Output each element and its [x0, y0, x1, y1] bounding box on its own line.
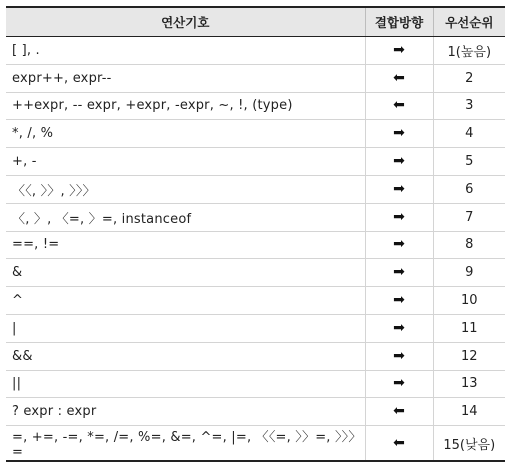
header-priority: 우선순위	[433, 7, 505, 37]
right-arrow-icon: ➡	[393, 319, 405, 336]
table-row	[6, 64, 505, 92]
right-arrow-icon: ➡	[393, 236, 405, 253]
priority-cell: 13	[433, 370, 505, 398]
right-arrow-icon: ➡	[393, 347, 405, 364]
table-row	[6, 259, 505, 287]
table-row	[6, 120, 505, 148]
table-row	[6, 370, 505, 398]
operator-cell: 〈〈, 〉〉, 〉〉〉	[6, 175, 365, 203]
operator-cell: ==, !=	[6, 231, 365, 259]
operator-cell: =, +=, -=, *=, /=, %=, &=, ^=, |=, 〈〈=, 〉〉=, 〉〉〉=	[6, 426, 365, 462]
direction-cell	[365, 259, 433, 287]
table-row	[6, 37, 505, 65]
right-arrow-icon: ➡	[393, 264, 405, 281]
right-arrow-icon: ➡	[393, 180, 405, 197]
priority-cell: 12	[433, 342, 505, 370]
priority-cell: 3	[433, 92, 505, 120]
left-arrow-icon: ⬅	[393, 434, 405, 451]
priority-cell: 10	[433, 287, 505, 315]
priority-cell: 6	[433, 175, 505, 203]
table-row	[6, 92, 505, 120]
direction-cell	[365, 148, 433, 176]
direction-cell	[365, 398, 433, 426]
operator-cell: |	[6, 314, 365, 342]
direction-cell	[365, 314, 433, 342]
direction-cell	[365, 370, 433, 398]
direction-cell	[365, 92, 433, 120]
direction-cell	[365, 231, 433, 259]
left-arrow-icon: ⬅	[393, 69, 405, 86]
operator-cell: [ ], .	[6, 37, 365, 65]
priority-cell: 2	[433, 64, 505, 92]
table-row	[6, 231, 505, 259]
priority-cell: 4	[433, 120, 505, 148]
operator-cell: 〈, 〉, 〈=, 〉=, instanceof	[6, 203, 365, 231]
priority-cell: 11	[433, 314, 505, 342]
right-arrow-icon: ➡	[393, 292, 405, 309]
header-operator: 연산기호	[6, 7, 365, 37]
operator-cell: &	[6, 259, 365, 287]
table-row	[6, 287, 505, 315]
priority-cell: 5	[433, 148, 505, 176]
left-arrow-icon: ⬅	[393, 97, 405, 114]
direction-cell	[365, 37, 433, 65]
left-arrow-icon: ⬅	[393, 403, 405, 420]
operator-cell: expr++, expr--	[6, 64, 365, 92]
right-arrow-icon: ➡	[393, 375, 405, 392]
operator-precedence-table	[6, 6, 505, 462]
direction-cell	[365, 342, 433, 370]
table-header-row	[6, 7, 505, 37]
operator-cell: ++expr, -- expr, +expr, -expr, ~, !, (type)	[6, 92, 365, 120]
direction-cell	[365, 120, 433, 148]
operator-cell: &&	[6, 342, 365, 370]
direction-cell	[365, 64, 433, 92]
table-row	[6, 314, 505, 342]
table-row	[6, 398, 505, 426]
right-arrow-icon: ➡	[393, 153, 405, 170]
direction-cell	[365, 287, 433, 315]
priority-cell: 8	[433, 231, 505, 259]
operator-cell: +, -	[6, 148, 365, 176]
table-row	[6, 342, 505, 370]
right-arrow-icon: ➡	[393, 125, 405, 142]
table-row	[6, 203, 505, 231]
right-arrow-icon: ➡	[393, 208, 405, 225]
direction-cell	[365, 203, 433, 231]
header-direction: 결합방향	[365, 7, 433, 37]
right-arrow-icon: ➡	[393, 41, 405, 58]
priority-cell: 1(높음)	[433, 37, 505, 65]
priority-cell: 15(낮음)	[433, 426, 505, 462]
operator-cell: ? expr : expr	[6, 398, 365, 426]
table-row	[6, 175, 505, 203]
operator-cell: ||	[6, 370, 365, 398]
operator-cell: *, /, %	[6, 120, 365, 148]
priority-cell: 7	[433, 203, 505, 231]
table-row	[6, 148, 505, 176]
operator-cell: ^	[6, 287, 365, 315]
priority-cell: 9	[433, 259, 505, 287]
priority-cell: 14	[433, 398, 505, 426]
direction-cell	[365, 175, 433, 203]
